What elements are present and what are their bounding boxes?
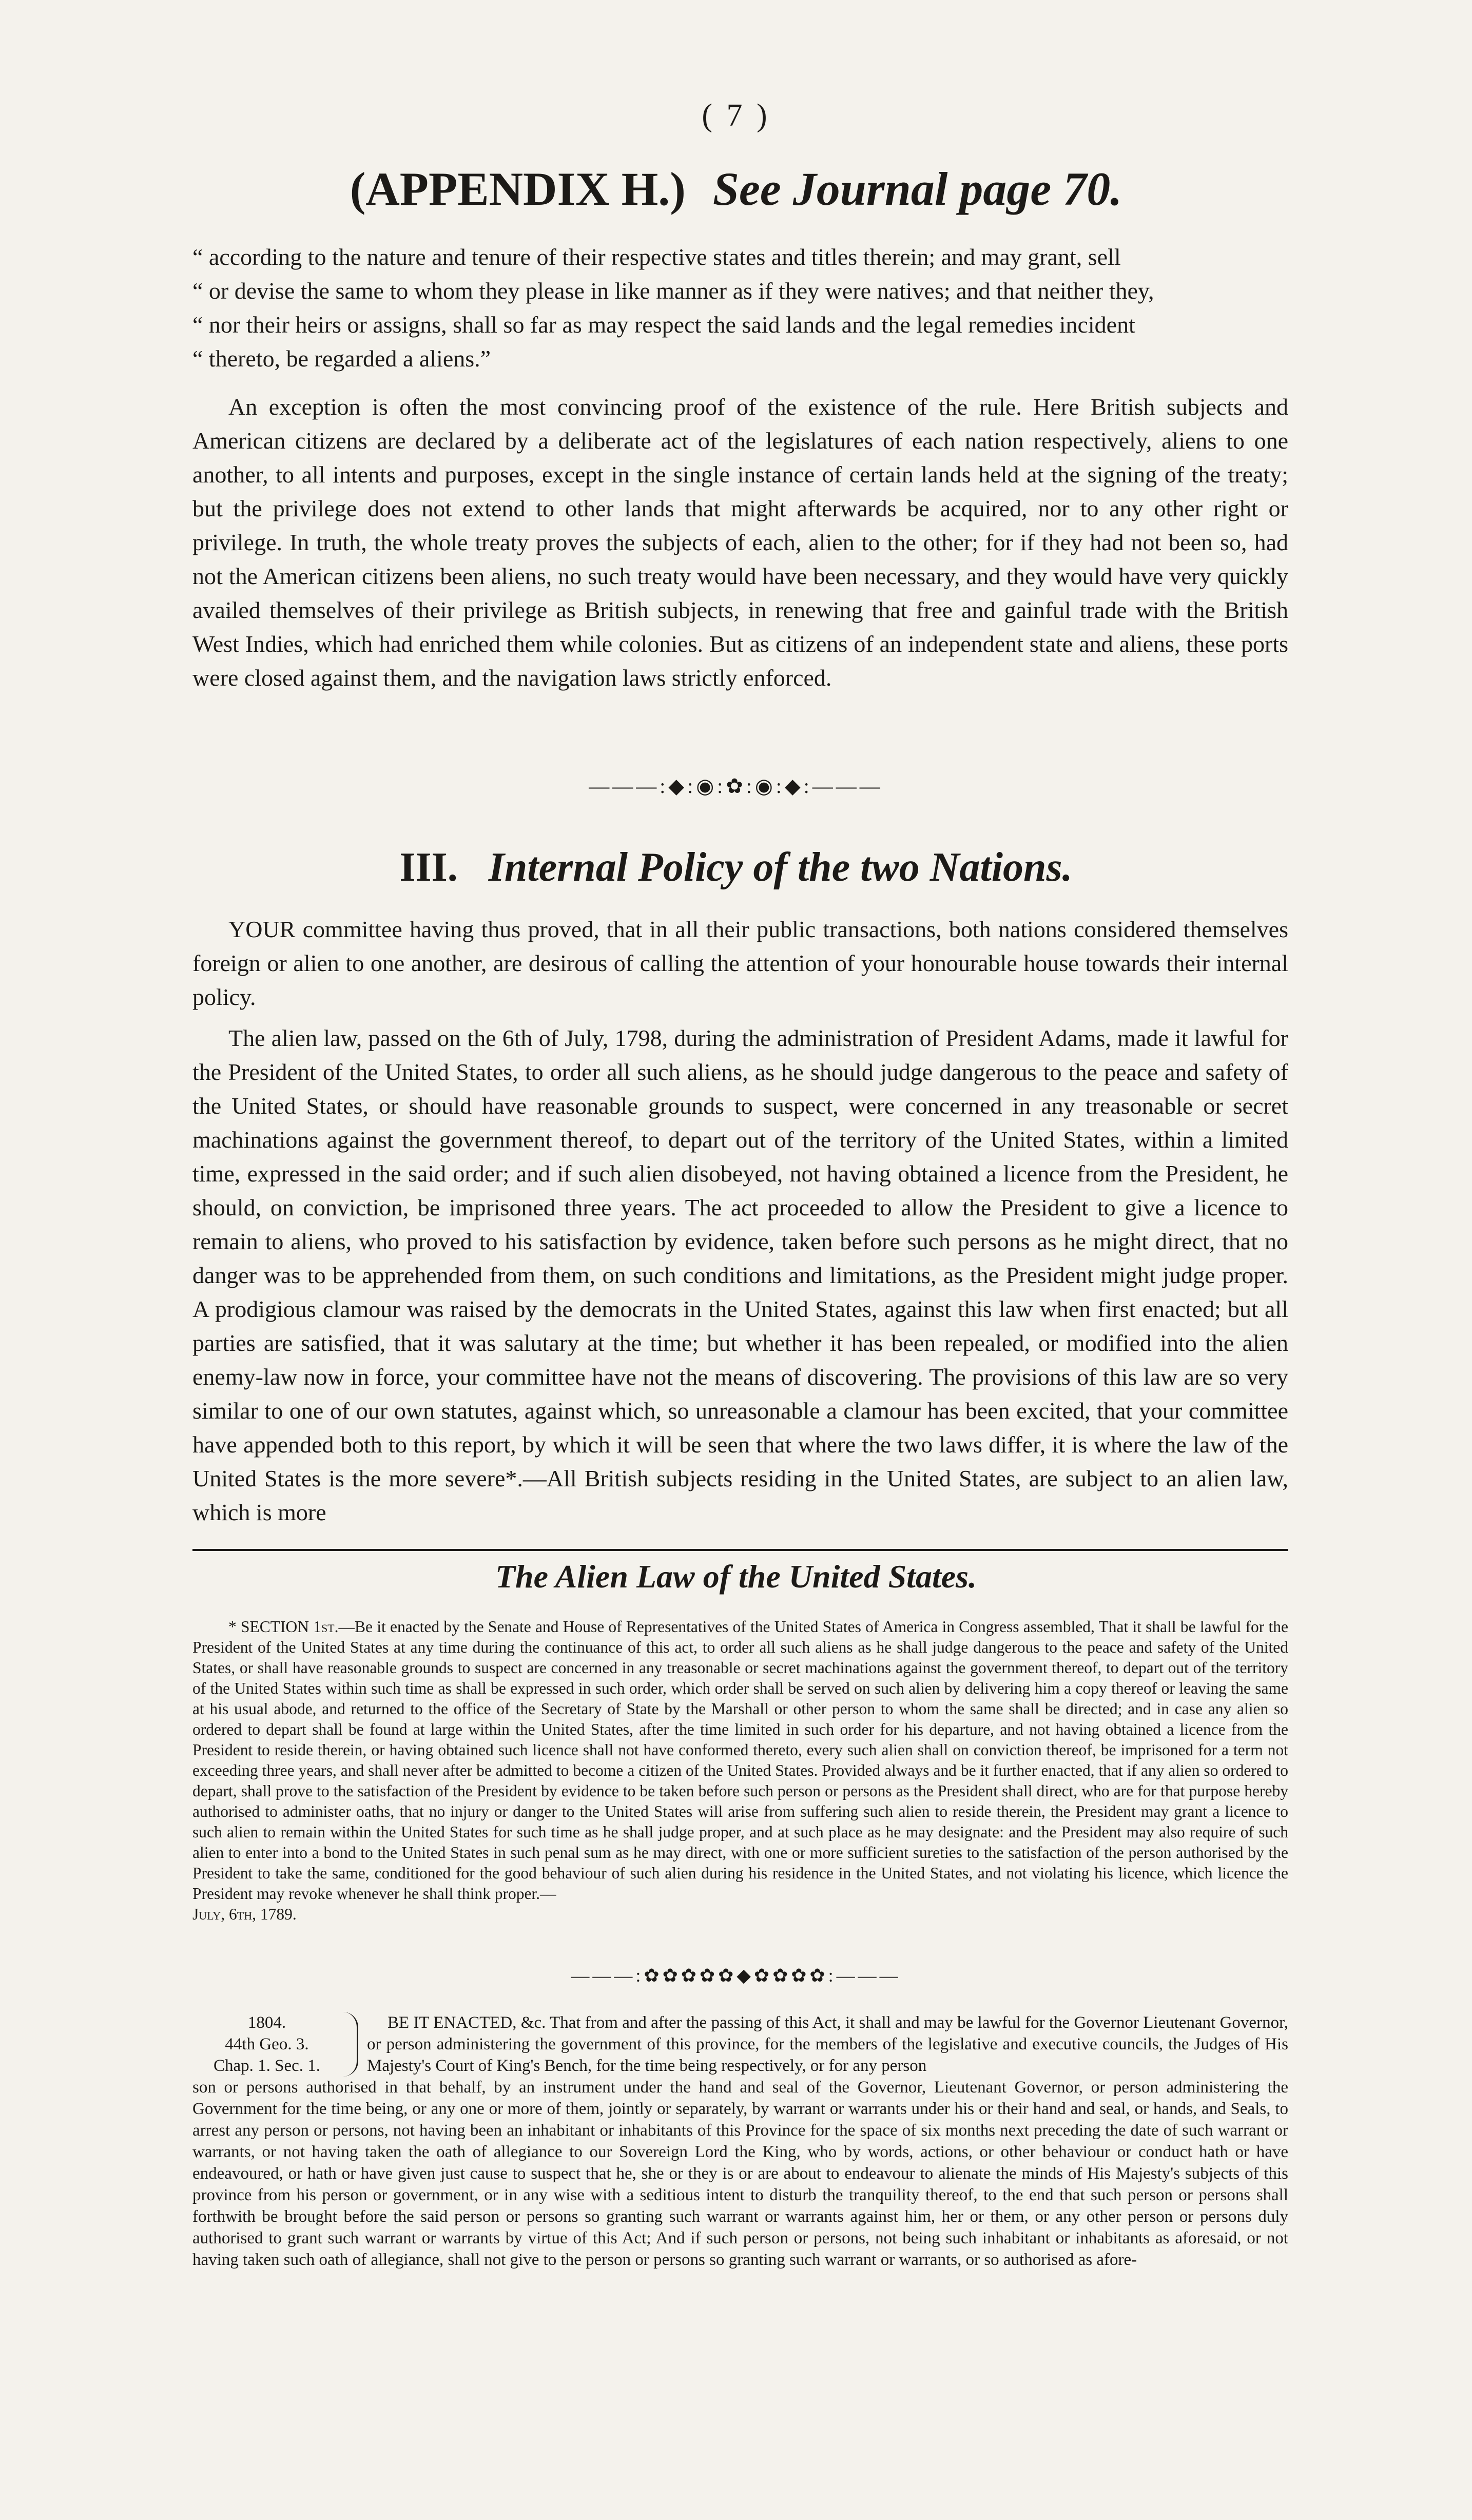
paragraph-text: YOUR committee having thus proved, that in all their public transactions, both nations considered themselves foreign or alien to one another, are desirous of calling the attention of your honourable house towards their internal policy. xyxy=(192,916,1288,1010)
act-first-text xyxy=(367,2012,1288,2077)
alien-law-title: The Alien Law of the United States. xyxy=(495,1558,977,1595)
ornament-divider: ———:✿✿✿✿✿◆✿✿✿✿:——— xyxy=(571,1965,901,1986)
footnote-date: July, 6th, 1789. xyxy=(192,1905,297,1923)
section-title: Internal Policy of the two Nations. xyxy=(488,845,1073,890)
paragraph-text: An exception is often the most convincing proof of the existence of the rule. Here British subjects and American citizens are declared by a deliberate act of the legislatures of each nation respectively, aliens to one another, to all intents and purposes, except in the single instance of certain lands held at the signing of the treaty; but the privilege does not extend to other lands that might afterwards be acquired, nor to any other right or privilege. In truth, the whole treaty proves the subjects of each, alien to the other; for if they had not been so, had not the American citizens been aliens, no such treaty would have been necessary, and they would have very quickly availed themselves of their privilege as British subjects, in renewing that free and gainful trade with the British West Indies, which had enriched them while colonies. But as citizens of an independent state and aliens, these ports were closed against them, and the navigation laws strictly enforced. xyxy=(192,394,1288,691)
section-number: III. xyxy=(399,845,458,890)
paragraph-alien-law xyxy=(192,1021,1288,1529)
appendix-heading xyxy=(0,162,1472,216)
footnote-paragraph xyxy=(192,1617,1288,1904)
page-number: ( 7 ) xyxy=(702,98,770,133)
upper-canada-act xyxy=(192,2012,1288,2269)
paragraph-text: The alien law, passed on the 6th of July, 1798, during the administration of President Adams, made it lawful for the President of the United States, to order all such aliens, as he should judge dangerous to the peace and safety of the United States, or should have reasonable grounds to suspect, were concerned in any treasonable or secret machinations against the government thereof, to depart out of the territory of the United States, within a limited time, expressed in the said order; and if such alien disobeyed, not having obtained a licence from the President, he should, on conviction, be imprisoned three years. The act proceeded to allow the President to give a licence to remain to aliens, who proved to his satisfaction by evidence, taken before such persons as he might direct, that no danger was to be apprehended from them, on such conditions and limitations, as the President might judge proper. A prodigious clamour was raised by the democrats in the United States, against this law when first enacted; but all parties are satisfied, that it was salutary at the time; but whether it has been repealed, or modified into the alien enemy-law now in force, your committee have not the means of discovering. The provisions of this law are so very similar to one of our own statutes, against which, so unreasonable a clamour has been excited, that your committee have appended both to this report, by which it will be seen that where the two laws differ, it is where the law of the United States is the more severe*.—All British subjects residing in the United States, are subject to an alien law, which is more xyxy=(192,1025,1288,1525)
footnote-alien-law xyxy=(192,1617,1288,1925)
quote-line: “ thereto, be regarded a aliens.” xyxy=(192,345,491,372)
act-opening xyxy=(367,2012,1288,2077)
footnote-text: Be it enacted by the Senate and House of Representatives of the United States of America in Congress assembled, That it shall be lawful for the President of the United States at any time during the continuance of this act, to order all such aliens as he shall judge dangerous to the peace and safety of the United States, or shall have reasonable grounds to suspect are concerned in any treasonable or secret machinations against the government thereof, to depart out of the territory of the United States within such time as shall be expressed in such order, which order shall be served on such alien by delivering him a copy thereof or leaving the same at his usual abode, and returned to the office of the Secretary of State by the Marshall or other person to whom the same shall be directed; and in case any alien so ordered to depart shall be found at large within the United States, after the time limited in such order for his departure, and not having obtained a licence from the President to reside therein, or having obtained such licence shall not have conformed thereto, every such alien shall on conviction thereof, be imprisoned for a term not exceeding three years, and shall never after be admitted to become a citizen of the United States. Provided always and be it further enacted, that if any alien so ordered to depart, shall prove to the satisfaction of the President by evidence to be taken before such person or persons as the President shall direct, who are for that purpose hereby authorised to administer oaths, that no injury or danger to the United States will arise from suffering such alien to reside therein, the President may grant a licence to such alien to remain within the United States for such time as he shall judge proper, and at such place as he may designate: and the President may also require of such alien to enter into a bond to the United States in such penal sum as he may direct, with one or more sufficient sureties to the satisfaction of the person authorised by the President to take the same, conditioned for the good behaviour of such alien during his residence in the United States, and not violating his licence, which licence the President may revoke whenever he shall think proper.— xyxy=(192,1618,1288,1903)
marginal-line: 44th Geo. 3. xyxy=(225,2035,309,2053)
marginal-line: Chap. 1. Sec. 1. xyxy=(213,2057,321,2075)
act-continuation: son or persons authorised in that behalf, by an instrument under the hand and seal of the Governor, Lieutenant Governor, or person administering the Government for the time being, or any one or more of them, jointly or separately, by warrant or warrants under his or their hand and seal, or hands, and Seals, to arrest any person or persons, not having been an inhabitant or inhabitants of this Province for the space of six months next preceding the date of such warrant or warrants, or not having taken the oath of allegiance to our Sovereign Lord the King, who by words, actions, or other behaviour or conduct hath or have endeavoured, or hath or have given just cause to suspect that he, she or they is or are about to endeavour to alienate the minds of His Majesty's subjects of this province from his person or government, or in any wise with a seditious intent to disturb the tranquility thereof, to the end that such person or persons shall forthwith be brought before the said person or persons so granting such warrant or warrants against him, her or them, or any other person or persons duly authorised to grant such warrant or warrants by virtue of this Act; And if such person or persons, not being such inhabitant or inhabitants as aforesaid, or not having taken such oath of allegiance, shall not give to the person or persons so granting such warrant or warrants, or so authorised as afore- xyxy=(192,2078,1288,2269)
act-lead: BE IT ENACTED, &c. xyxy=(388,2013,546,2032)
paragraph-committee xyxy=(192,913,1288,1014)
quoted-treaty-text xyxy=(192,240,1288,376)
paragraph-exception xyxy=(192,390,1288,695)
section-heading xyxy=(0,844,1472,891)
quote-line: “ or devise the same to whom they please in like manner as if they were natives; and that neither they, xyxy=(192,278,1154,304)
journal-reference: See Journal page 70. xyxy=(712,163,1122,215)
brace-bracket xyxy=(341,2012,358,2077)
section-rule xyxy=(192,1549,1288,1551)
act-first-clause: That from and after the passing of this Act, it shall and may be lawful for the Governor Lieutenant Governor, or person administering the government of this province, for the members of the legislative and executive councils, the Judges of His Majesty's Court of King's Bench, for the time being respectively, or for any person xyxy=(367,2013,1288,2075)
footnote-heading: * SECTION 1st.— xyxy=(228,1618,355,1636)
act-marginal-note xyxy=(192,2012,341,2077)
ornament-divider: ———:◆:◉:✿:◉:◆:——— xyxy=(589,774,883,798)
quote-line: “ according to the nature and tenure of their respective states and titles therein; and may grant, sell xyxy=(192,244,1121,270)
appendix-label: (APPENDIX H.) xyxy=(350,163,686,215)
quote-line: “ nor their heirs or assigns, shall so far as may respect the said lands and the legal remedies incident xyxy=(192,312,1135,338)
marginal-line: 1804. xyxy=(247,2013,286,2032)
